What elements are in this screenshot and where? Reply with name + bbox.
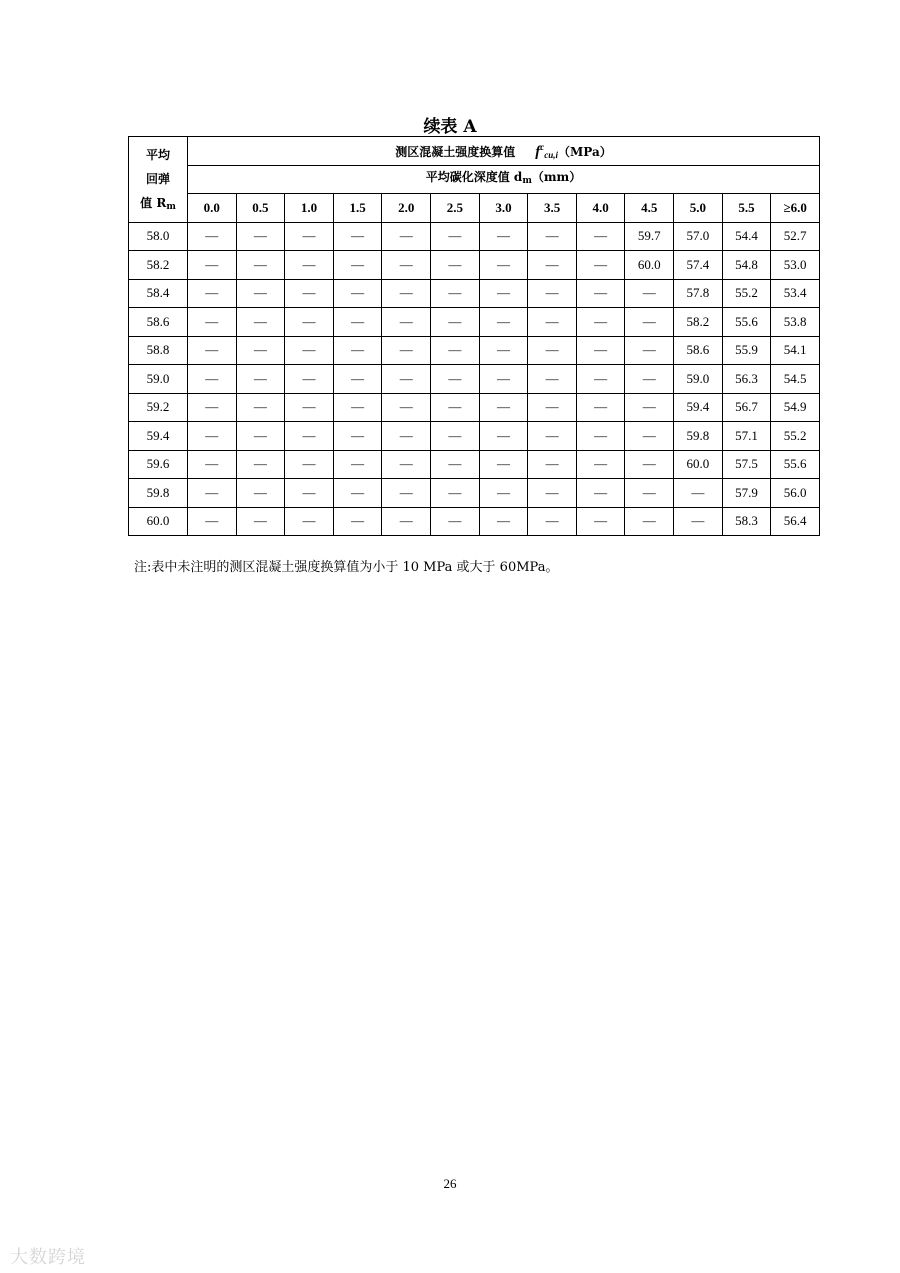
corner-line-3-text: 值 R (140, 196, 167, 211)
depth-title-unit: （mm） (531, 170, 582, 185)
rebound-value-cell: 59.8 (129, 479, 188, 508)
strength-value-cell: 54.4 (722, 222, 771, 251)
table-row (129, 222, 820, 251)
strength-symbol (535, 141, 558, 160)
strength-value-cell: — (528, 308, 577, 337)
strength-value-cell: 59.8 (674, 422, 723, 451)
strength-value-cell: — (431, 479, 480, 508)
table-caption: 续表 A (423, 117, 477, 137)
table-row (129, 308, 820, 337)
table-row (129, 336, 820, 365)
strength-value-cell: — (625, 422, 674, 451)
strength-value-cell: — (236, 422, 285, 451)
strength-value-cell: — (576, 422, 625, 451)
strength-conversion-table (128, 136, 820, 536)
strength-value-cell: 57.1 (722, 422, 771, 451)
table-row (129, 393, 820, 422)
strength-value-cell: — (382, 393, 431, 422)
depth-column-header: 2.5 (431, 194, 480, 223)
strength-value-cell: — (333, 507, 382, 536)
strength-value-cell: — (188, 479, 237, 508)
strength-value-cell: — (333, 251, 382, 280)
strength-value-cell: — (188, 308, 237, 337)
strength-value-cell: 54.1 (771, 336, 820, 365)
strength-value-cell: — (285, 450, 334, 479)
strength-value-cell: — (188, 365, 237, 394)
strength-value-cell: — (236, 308, 285, 337)
strength-value-cell: — (576, 507, 625, 536)
strength-value-cell: — (333, 308, 382, 337)
corner-sub: m (166, 202, 176, 213)
strength-value-cell: 56.3 (722, 365, 771, 394)
depth-title: 平均碳化深度值 d (425, 170, 523, 185)
rebound-value-cell: 58.0 (129, 222, 188, 251)
table-row (129, 365, 820, 394)
strength-value-cell: — (576, 279, 625, 308)
strength-value-cell: — (479, 507, 528, 536)
strength-value-cell: 52.7 (771, 222, 820, 251)
strength-value-cell: — (528, 251, 577, 280)
strength-value-cell: — (236, 365, 285, 394)
strength-value-cell: — (382, 336, 431, 365)
strength-value-cell: — (431, 507, 480, 536)
strength-value-cell: 57.5 (722, 450, 771, 479)
strength-value-cell: — (479, 251, 528, 280)
strength-value-cell: — (285, 336, 334, 365)
strength-value-cell: — (528, 450, 577, 479)
strength-value-cell: — (333, 479, 382, 508)
strength-value-cell: 55.2 (771, 422, 820, 451)
strength-value-cell: — (236, 251, 285, 280)
strength-value-cell: — (285, 279, 334, 308)
strength-value-cell: — (188, 393, 237, 422)
strength-value-cell: — (625, 507, 674, 536)
strength-value-cell: — (382, 308, 431, 337)
strength-value-cell: — (479, 336, 528, 365)
strength-value-cell: 56.7 (722, 393, 771, 422)
strength-value-cell: — (431, 450, 480, 479)
strength-value-cell: — (188, 507, 237, 536)
table-row (129, 479, 820, 508)
strength-value-cell: — (625, 365, 674, 394)
strength-value-cell: — (236, 279, 285, 308)
strength-value-cell: — (431, 279, 480, 308)
strength-value-cell: — (576, 365, 625, 394)
depth-title-sub: m (522, 176, 532, 187)
depth-column-header: 5.0 (674, 194, 723, 223)
strength-value-cell: — (236, 450, 285, 479)
strength-value-cell: 57.9 (722, 479, 771, 508)
rebound-value-cell: 59.0 (129, 365, 188, 394)
strength-value-cell: — (674, 479, 723, 508)
rebound-value-cell: 59.2 (129, 393, 188, 422)
depth-column-header: 5.5 (722, 194, 771, 223)
strength-value-cell: — (188, 222, 237, 251)
strength-value-cell: 59.0 (674, 365, 723, 394)
strength-value-cell: — (285, 251, 334, 280)
strength-value-cell: 57.8 (674, 279, 723, 308)
corner-line-3 (129, 191, 187, 219)
table-row (129, 251, 820, 280)
strength-value-cell: — (528, 479, 577, 508)
header-row-depth-values (129, 194, 820, 223)
strength-value-cell: — (528, 393, 577, 422)
strength-value-cell: — (431, 251, 480, 280)
strength-value-cell: — (528, 279, 577, 308)
strength-value-cell: — (236, 336, 285, 365)
strength-value-cell: — (431, 422, 480, 451)
table-row (129, 507, 820, 536)
strength-value-cell: 55.6 (722, 308, 771, 337)
strength-value-cell: — (382, 222, 431, 251)
depth-column-header: ≥6.0 (771, 194, 820, 223)
strength-value-cell: 53.0 (771, 251, 820, 280)
strength-value-cell: — (285, 479, 334, 508)
strength-value-cell: — (382, 251, 431, 280)
depth-column-header: 1.0 (285, 194, 334, 223)
strength-value-cell: 57.0 (674, 222, 723, 251)
strength-value-cell: — (236, 222, 285, 251)
strength-value-cell: — (479, 422, 528, 451)
strength-value-cell: — (333, 393, 382, 422)
strength-value-cell: — (528, 222, 577, 251)
strength-value-cell: — (188, 279, 237, 308)
strength-value-cell: — (479, 279, 528, 308)
table-body (129, 222, 820, 536)
strength-value-cell: — (479, 450, 528, 479)
depth-column-header: 0.0 (188, 194, 237, 223)
rebound-value-cell: 59.4 (129, 422, 188, 451)
depth-column-header: 0.5 (236, 194, 285, 223)
strength-value-cell: — (382, 279, 431, 308)
strength-value-cell: — (382, 479, 431, 508)
strength-value-cell: — (333, 336, 382, 365)
strength-value-cell: — (382, 422, 431, 451)
strength-value-cell: — (625, 450, 674, 479)
strength-value-cell: — (333, 450, 382, 479)
strength-value-cell: 59.4 (674, 393, 723, 422)
header-row-strength (129, 137, 820, 166)
strength-value-cell: — (625, 279, 674, 308)
rebound-value-cell: 59.6 (129, 450, 188, 479)
strength-symbol-sup: c (540, 141, 545, 152)
strength-value-cell: — (479, 308, 528, 337)
depth-column-header: 1.5 (333, 194, 382, 223)
rebound-value-cell: 58.8 (129, 336, 188, 365)
table-row (129, 279, 820, 308)
table-row (129, 422, 820, 451)
strength-value-cell: — (431, 336, 480, 365)
strength-value-cell: — (285, 365, 334, 394)
strength-value-cell: — (382, 365, 431, 394)
strength-value-cell: — (333, 279, 382, 308)
strength-value-cell: — (625, 479, 674, 508)
strength-value-cell: — (479, 365, 528, 394)
rebound-value-cell: 58.4 (129, 279, 188, 308)
depth-header (188, 165, 820, 194)
strength-value-cell: — (479, 479, 528, 508)
strength-value-cell: — (236, 393, 285, 422)
strength-value-cell: 58.2 (674, 308, 723, 337)
corner-line-1: 平均 (145, 148, 170, 163)
strength-value-cell: — (576, 450, 625, 479)
strength-symbol-letter: f (535, 143, 541, 160)
table-note: 注:表中未注明的测区混凝土强度换算值为小于 10 MPa 或大于 60MPa。 (134, 560, 559, 575)
strength-value-cell: — (576, 222, 625, 251)
strength-value-cell: — (431, 365, 480, 394)
strength-value-cell: — (576, 393, 625, 422)
strength-value-cell: — (285, 222, 334, 251)
strength-value-cell: — (188, 251, 237, 280)
corner-header-rm (129, 137, 188, 223)
corner-line-2: 回弹 (145, 172, 170, 187)
strength-value-cell: — (479, 393, 528, 422)
strength-value-cell: — (625, 393, 674, 422)
strength-value-cell: — (528, 422, 577, 451)
strength-value-cell: 54.9 (771, 393, 820, 422)
strength-value-cell: — (576, 308, 625, 337)
depth-column-header: 3.5 (528, 194, 577, 223)
strength-value-cell: 54.8 (722, 251, 771, 280)
strength-value-cell: 53.8 (771, 308, 820, 337)
strength-value-cell: — (528, 365, 577, 394)
strength-value-cell: 56.0 (771, 479, 820, 508)
strength-value-cell: — (188, 450, 237, 479)
strength-value-cell: 55.2 (722, 279, 771, 308)
strength-value-cell: — (431, 222, 480, 251)
strength-value-cell: 56.4 (771, 507, 820, 536)
strength-value-cell: — (625, 336, 674, 365)
strength-value-cell: — (188, 422, 237, 451)
header-row-depth-title (129, 165, 820, 194)
strength-value-cell: — (285, 422, 334, 451)
rebound-value-cell: 58.2 (129, 251, 188, 280)
strength-value-cell: — (431, 308, 480, 337)
watermark-logo: 大数跨境 (10, 1247, 86, 1268)
depth-column-header: 2.0 (382, 194, 431, 223)
strength-value-cell: — (333, 422, 382, 451)
strength-value-cell: — (285, 393, 334, 422)
rebound-value-cell: 58.6 (129, 308, 188, 337)
strength-value-cell: — (382, 507, 431, 536)
strength-value-cell: — (431, 393, 480, 422)
strength-value-cell: — (285, 308, 334, 337)
strength-value-cell: 58.3 (722, 507, 771, 536)
strength-value-cell: — (528, 336, 577, 365)
strength-title: 测区混凝土强度换算值 (395, 144, 516, 159)
strength-value-cell: 57.4 (674, 251, 723, 280)
strength-value-cell: — (528, 507, 577, 536)
strength-header (188, 137, 820, 166)
strength-value-cell: — (576, 336, 625, 365)
strength-value-cell: — (576, 251, 625, 280)
strength-value-cell: — (188, 336, 237, 365)
strength-value-cell: 58.6 (674, 336, 723, 365)
strength-value-cell: — (236, 507, 285, 536)
strength-value-cell: 55.6 (771, 450, 820, 479)
strength-value-cell: — (625, 308, 674, 337)
strength-value-cell: 53.4 (771, 279, 820, 308)
strength-value-cell: — (479, 222, 528, 251)
strength-value-cell: — (236, 479, 285, 508)
strength-value-cell: 60.0 (674, 450, 723, 479)
strength-value-cell: — (382, 450, 431, 479)
strength-symbol-sub: cu,i (544, 149, 558, 160)
strength-value-cell: — (674, 507, 723, 536)
strength-unit: （MPa） (558, 144, 612, 159)
depth-column-header: 3.0 (479, 194, 528, 223)
strength-value-cell: 59.7 (625, 222, 674, 251)
rebound-value-cell: 60.0 (129, 507, 188, 536)
strength-value-cell: — (333, 222, 382, 251)
depth-column-header: 4.0 (576, 194, 625, 223)
strength-value-cell: 55.9 (722, 336, 771, 365)
page-number: 26 (443, 1176, 457, 1191)
strength-value-cell: — (576, 479, 625, 508)
strength-value-cell: — (285, 507, 334, 536)
strength-value-cell: — (333, 365, 382, 394)
strength-value-cell: 60.0 (625, 251, 674, 280)
strength-value-cell: 54.5 (771, 365, 820, 394)
depth-column-header: 4.5 (625, 194, 674, 223)
table-row (129, 450, 820, 479)
